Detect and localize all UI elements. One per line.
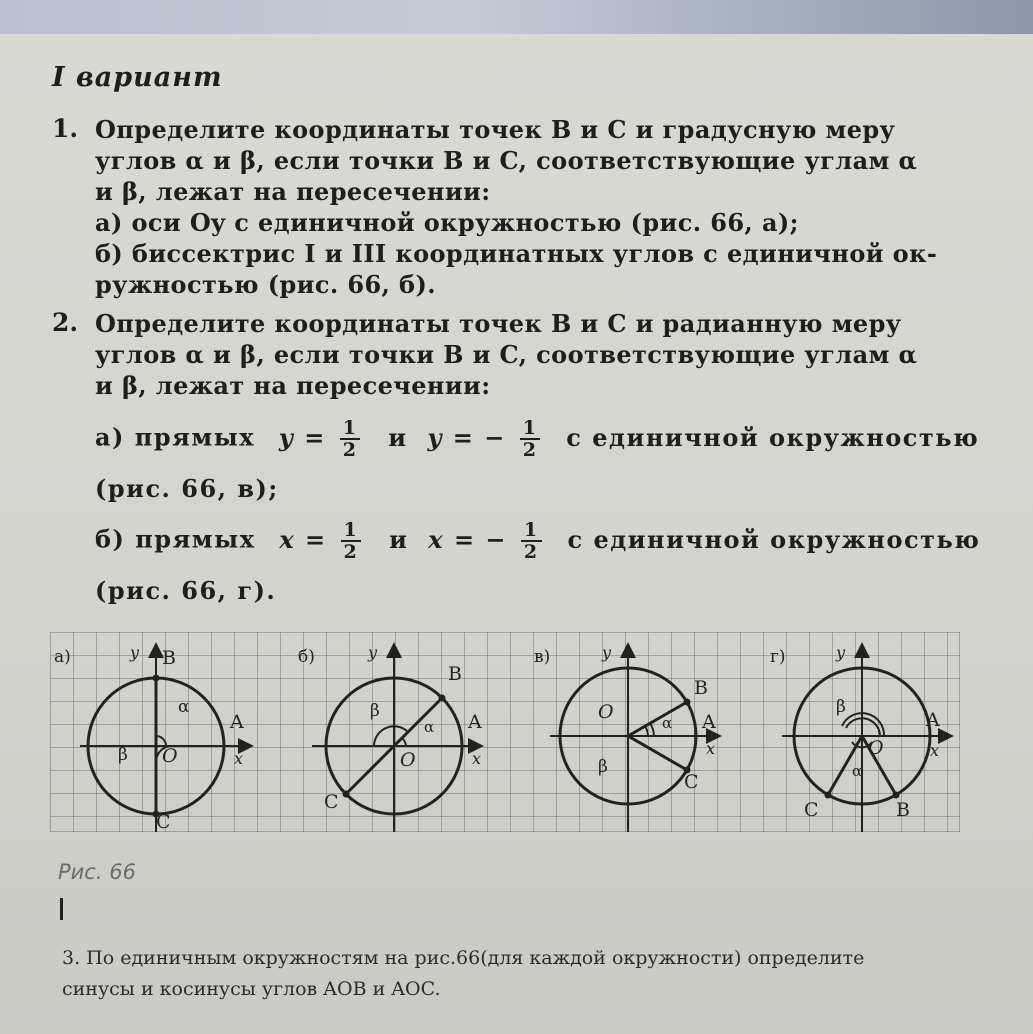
- task2-number: 2.: [52, 308, 79, 337]
- task2-line: и β, лежат на пересечении:: [95, 371, 491, 400]
- svg-text:B: B: [694, 677, 708, 699]
- svg-text:B: B: [448, 663, 462, 685]
- svg-text:β: β: [836, 697, 846, 717]
- svg-text:A: A: [702, 711, 716, 733]
- task2-a-suffix: с единичной окружностью: [566, 422, 980, 452]
- task2-a-eq1: y =: [278, 422, 326, 452]
- svg-text:y: y: [368, 643, 378, 662]
- svg-text:в): в): [534, 647, 551, 667]
- task2-a-and: и: [388, 422, 408, 452]
- task1-line: углов α и β, если точки B и C, соответствующие углам α: [95, 146, 918, 175]
- svg-text:г): г): [770, 647, 786, 667]
- fraction-one-half: $\frac{1}{2}$: [521, 520, 542, 562]
- task2-a-prefix: а) прямых: [95, 422, 256, 452]
- task3-text: [62, 943, 864, 1005]
- fraction-one-half: $\frac{1}{2}$: [340, 418, 361, 460]
- task1-line: и β, лежат на пересечении:: [95, 177, 491, 206]
- svg-text:α: α: [852, 762, 863, 780]
- task2-text: [95, 308, 917, 401]
- svg-text:C: C: [324, 791, 339, 813]
- task2-b-ref: (рис. 66, г).: [95, 576, 277, 605]
- task1-line: Определите координаты точек B и C и градусную меру: [95, 115, 896, 144]
- svg-text:x: x: [234, 749, 244, 768]
- svg-text:β: β: [118, 745, 128, 765]
- task3-line: синусы и косинусы углов AOB и AOC.: [62, 978, 441, 1000]
- svg-text:y: y: [602, 643, 612, 662]
- task2-line: углов α и β, если точки B и C, соответствующие углам α: [95, 340, 918, 369]
- svg-text:x: x: [706, 739, 716, 758]
- svg-text:β: β: [598, 757, 608, 777]
- figure-caption: Рис. 66: [58, 860, 136, 884]
- task2-b-and: и: [389, 524, 409, 554]
- svg-text:B: B: [896, 799, 910, 821]
- svg-text:B: B: [162, 647, 176, 669]
- task1-text: [95, 114, 937, 300]
- fraction-one-half: $\frac{1}{2}$: [341, 520, 362, 562]
- svg-text:O: O: [598, 701, 614, 723]
- svg-text:O: O: [400, 749, 416, 771]
- svg-text:α: α: [178, 697, 190, 717]
- fraction-one-half: $\frac{1}{2}$: [520, 418, 541, 460]
- task1-line: ружностью (рис. 66, б).: [95, 270, 436, 299]
- svg-text:C: C: [156, 811, 171, 832]
- task2-b-eq2: x = −: [428, 524, 508, 554]
- svg-text:б): б): [298, 647, 315, 667]
- task2-a-ref: (рис. 66, в);: [95, 474, 279, 503]
- task1-number: 1.: [52, 114, 79, 143]
- svg-text:O: O: [868, 737, 884, 759]
- task1-line: б) биссектрис I и III координатных углов с единичной ок-: [95, 239, 938, 268]
- text-cursor: [60, 898, 63, 920]
- svg-text:α: α: [424, 718, 435, 736]
- panel-label: а): [54, 647, 71, 667]
- svg-text:O: O: [162, 745, 178, 767]
- task2-a-eq2: y = −: [427, 422, 506, 452]
- svg-text:y: y: [836, 643, 846, 662]
- task2-line: Определите координаты точек B и C и радианную меру: [95, 309, 902, 338]
- variant-heading: I вариант: [52, 62, 223, 93]
- svg-text:α: α: [662, 714, 673, 732]
- task2-b-suffix: с единичной окружностью: [567, 524, 981, 554]
- svg-text:β: β: [370, 701, 380, 721]
- svg-text:A: A: [926, 709, 940, 731]
- svg-text:C: C: [804, 799, 819, 821]
- task3-line: 3. По единичным окружностям на рис.66(для каждой окружности) определите: [62, 947, 865, 969]
- task2-b-line: [95, 520, 980, 562]
- svg-text:A: A: [230, 711, 244, 733]
- task2-b-prefix: б) прямых: [95, 524, 256, 554]
- svg-text:y: y: [130, 643, 140, 662]
- task2-b-eq1: x =: [279, 524, 327, 554]
- task1-line: а) оси Oy с единичной окружностью (рис. 66, а);: [95, 208, 799, 237]
- svg-text:A: A: [468, 711, 482, 733]
- svg-text:x: x: [930, 741, 940, 760]
- svg-text:x: x: [472, 749, 482, 768]
- task2-a-line: [95, 418, 979, 460]
- figure-66: [50, 632, 960, 832]
- svg-text:C: C: [684, 771, 699, 793]
